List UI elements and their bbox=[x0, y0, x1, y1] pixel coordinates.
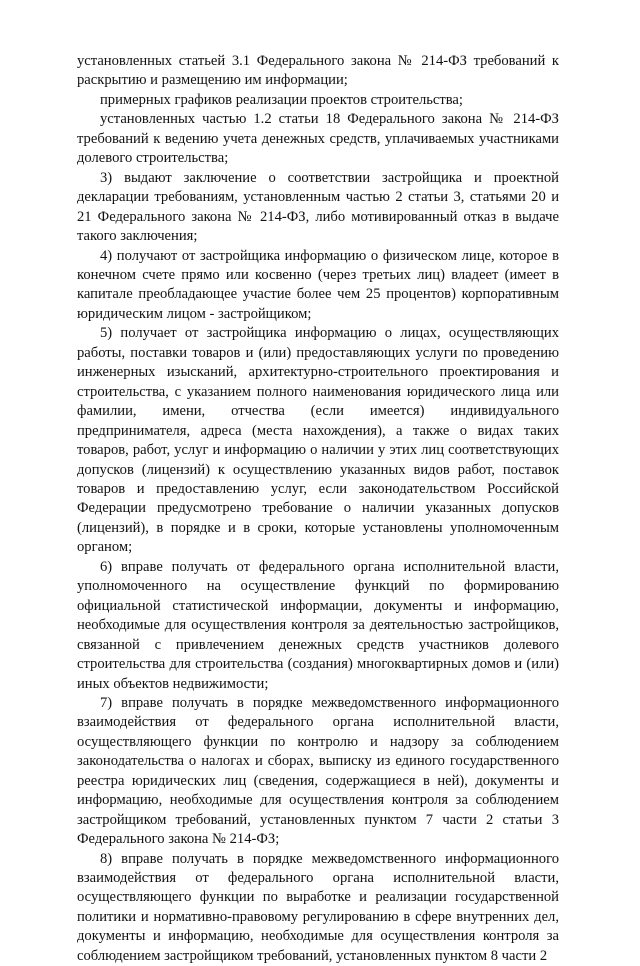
paragraph-item-7: 7) вправе получать в порядке межведомственного информационного взаимодействия от федерального органа исполнительной власти, осуществляющего функции по контролю и надзору за соблюдением законодательства о налогах и сборах, выписку из единого государственного реестра юридических лиц (сведения, содержащиеся в ней), документы и информацию, необходимые для осуществления контроля за соблюдением застройщиком требований, установленных пунктом 7 части 2 статьи 3 Федерального закона № 214-ФЗ; bbox=[77, 694, 559, 848]
paragraph-item-5: 5) получает от застройщика информацию о лицах, осуществляющих работы, поставки товаров и (или) предоставляющих услуги по проведению инженерных изысканий, архитектурно-строительного проектирования и строительства, с указанием полного наименования юридического лица или фамилии, имени, отчества (если имеется) индивидуального предпринимателя, адреса (места нахождения), а также о видах таких товаров, работ, услуг и информацию о наличии у этих лиц соответствующих допусков (лицензий) к осуществлению указанных видов работ, поставок товаров и предоставлению услуг, если законодательством Российской Федерации предусмотрено требование о наличии указанных допусков (лицензий), в порядке и в сроки, которые установлены уполномоченным органом; bbox=[77, 325, 559, 556]
paragraph-accounting-requirements: установленных частью 1.2 статьи 18 Федерального закона № 214-ФЗ требований к ведению учета денежных средств, уплачиваемых участниками долевого строительства; bbox=[77, 111, 559, 167]
document-body bbox=[77, 52, 559, 966]
paragraph-disclosure-requirements: установленных статьей 3.1 Федерального закона № 214-ФЗ требований к раскрытию и размещению им информации; bbox=[77, 53, 559, 89]
paragraph-construction-schedules: примерных графиков реализации проектов строительства; bbox=[100, 91, 463, 108]
paragraph-item-8: 8) вправе получать в порядке межведомственного информационного взаимодействия от федерального органа исполнительной власти, осуществляющего функции по выработке и реализации государственной политики и нормативно-правовому регулированию в сфере внутренних дел, документы и информацию, необходимые для осуществления контроля за соблюдением застройщиком требований, установленных пунктом 8 части 2 bbox=[77, 850, 559, 964]
paragraph-item-3: 3) выдают заключение о соответствии застройщика и проектной декларации требованиям, установленным частью 2 статьи 3, статьями 20 и 21 Федерального закона № 214-ФЗ, либо мотивированный отказ в выдаче такого заключения; bbox=[77, 169, 559, 245]
paragraph-item-4: 4) получают от застройщика информацию о физическом лице, которое в конечном счете прямо или косвенно (через третьих лиц) владеет (имеет в капитале преобладающее участие более чем 25 процентов) корпоративным юридическим лицом - застройщиком; bbox=[77, 247, 559, 322]
paragraph-item-6: 6) вправе получать от федерального органа исполнительной власти, уполномоченного на осуществление функций по формированию официальной статистической информации, документы и информацию, необходимые для осуществления контроля за деятельностью застройщиков, связанной с привлечением денежных средств участников долевого строительства для строительства (создания) многоквартирных домов и (или) иных объектов недвижимости; bbox=[77, 558, 559, 692]
